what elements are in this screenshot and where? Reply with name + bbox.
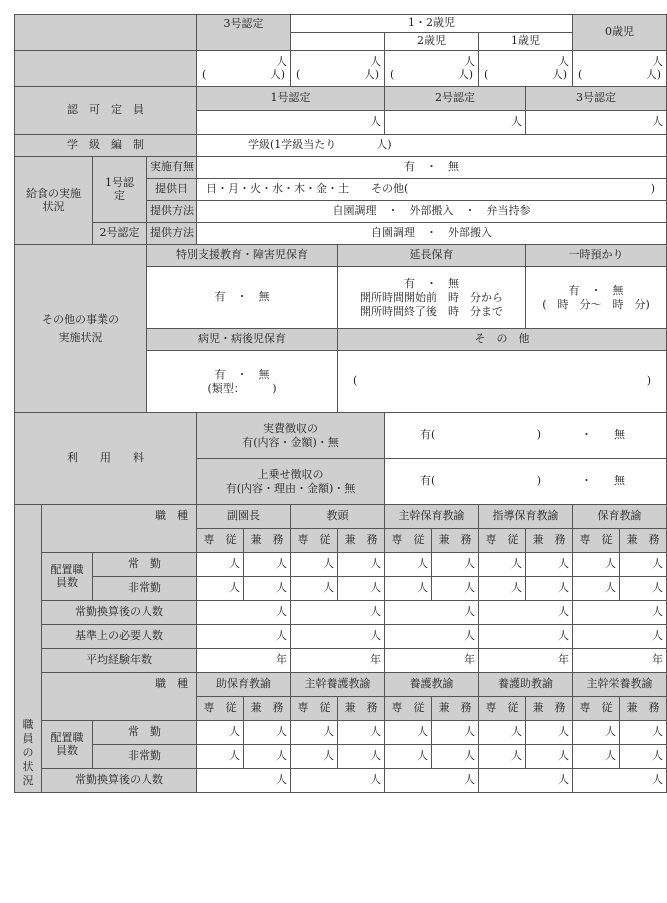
staff-cell[interactable]: 人 — [338, 553, 385, 577]
fte-label-1: 常勤換算後の人数 — [42, 601, 197, 625]
capacity-value-2[interactable]: 人 — [385, 111, 526, 135]
role-guidance-nursery-teacher: 指導保育教諭 — [479, 505, 573, 529]
age-12-spacer — [291, 33, 385, 51]
hdr-sen: 専 従 — [291, 529, 338, 553]
staff-cell[interactable]: 人 — [479, 745, 526, 769]
staff-cell[interactable]: 人 — [291, 769, 385, 793]
age-0-count[interactable]: 人 ( 人) — [573, 51, 667, 87]
staff-cell[interactable]: 人 — [197, 721, 244, 745]
meals-method-value-2[interactable]: 自園調理 ・ 外部搬入 — [197, 223, 667, 245]
staff-cell[interactable]: 人 — [385, 601, 479, 625]
hdr-ken: 兼 務 — [620, 697, 667, 721]
staff-cell[interactable]: 年 — [291, 649, 385, 673]
role-assistant-school-nurse: 養護助教諭 — [479, 673, 573, 697]
staff-cell[interactable]: 人 — [197, 625, 291, 649]
meals-impl-value[interactable]: 有 ・ 無 — [197, 157, 667, 179]
hdr-ken: 兼 務 — [432, 697, 479, 721]
capacity-cat-2: 2号認定 — [385, 87, 526, 111]
facility-form-table — [14, 14, 667, 793]
age-0-header: 0歳児 — [573, 15, 667, 51]
fulltime-label-2: 常 勤 — [93, 721, 197, 745]
fees-label: 利 用 料 — [15, 413, 197, 505]
staff-cell[interactable]: 人 — [479, 601, 573, 625]
class-system-label: 学 級 編 制 — [15, 135, 197, 157]
hdr-ken: 兼 務 — [244, 697, 291, 721]
fee-extra-label: 上乗せ徴収の 有(内容・理由・金額)・無 — [197, 459, 385, 505]
staff-cell[interactable]: 人 — [385, 745, 432, 769]
sick-child-label: 病児・病後児保育 — [147, 329, 338, 351]
age-1-header: 1歳児 — [479, 33, 573, 51]
meals-cat1: 1号認定 — [93, 157, 147, 223]
hdr-ken: 兼 務 — [526, 529, 573, 553]
staff-job-label-1: 職 種 — [42, 505, 197, 553]
hdr-sen: 専 従 — [479, 529, 526, 553]
staff-cell[interactable]: 人 — [338, 745, 385, 769]
age-values-blank — [15, 51, 197, 87]
hdr-ken: 兼 務 — [432, 529, 479, 553]
staff-cell[interactable]: 人 — [197, 601, 291, 625]
staff-cell[interactable]: 人 — [291, 577, 338, 601]
staff-cell[interactable]: 年 — [573, 649, 667, 673]
staff-cell[interactable]: 人 — [479, 625, 573, 649]
capacity-value-1[interactable]: 人 — [197, 111, 385, 135]
staff-cell[interactable]: 人 — [291, 721, 338, 745]
staff-cell[interactable]: 人 — [573, 577, 620, 601]
hdr-ken: 兼 務 — [526, 697, 573, 721]
staff-cell[interactable]: 人 — [244, 577, 291, 601]
avg-experience-label: 平均経験年数 — [42, 649, 197, 673]
staff-cell[interactable]: 人 — [573, 769, 667, 793]
staff-cell[interactable]: 人 — [526, 745, 573, 769]
staff-cell[interactable]: 人 — [526, 721, 573, 745]
meals-impl-label: 実施有無 — [147, 157, 197, 179]
parttime-label-2: 非常勤 — [93, 745, 197, 769]
assign-label-1: 配置職員数 — [42, 553, 93, 601]
staff-cell[interactable]: 人 — [385, 577, 432, 601]
required-label: 基準上の必要人数 — [42, 625, 197, 649]
staff-cell[interactable]: 人 — [338, 721, 385, 745]
temp-care-value[interactable]: 有 ・ 無 ( 時 分～ 時 分) — [526, 267, 667, 329]
staff-cell[interactable]: 人 — [197, 769, 291, 793]
staff-cell[interactable]: 人 — [338, 577, 385, 601]
age-2-count[interactable]: 人 ( 人) — [385, 51, 479, 87]
staff-cell[interactable]: 人 — [573, 721, 620, 745]
meals-method-label: 提供方法 — [147, 201, 197, 223]
age-12-header: 1・2歳児 — [291, 15, 573, 33]
staff-cell[interactable]: 年 — [197, 649, 291, 673]
role-nursery-teacher: 保育教諭 — [573, 505, 667, 529]
hdr-ken: 兼 務 — [338, 529, 385, 553]
staff-cell[interactable]: 人 — [479, 553, 526, 577]
staff-cell[interactable]: 人 — [432, 745, 479, 769]
role-vice-principal: 副園長 — [197, 505, 291, 529]
capacity-cat-3: 3号認定 — [526, 87, 667, 111]
hdr-ken: 兼 務 — [338, 697, 385, 721]
staff-cell[interactable]: 年 — [479, 649, 573, 673]
role-head-teacher: 教頭 — [291, 505, 385, 529]
age-2-header: 2歳児 — [385, 33, 479, 51]
extended-care-value[interactable]: 有 ・ 無 開所時間開始前 時 分から 開所時間終了後 時 分まで — [338, 267, 526, 329]
hdr-ken: 兼 務 — [244, 529, 291, 553]
staff-cell[interactable]: 人 — [291, 625, 385, 649]
age-12-count[interactable]: 人 ( 人) — [291, 51, 385, 87]
parttime-label-1: 非常勤 — [93, 577, 197, 601]
age-1-count[interactable]: 人 ( 人) — [479, 51, 573, 87]
capacity-value-3[interactable]: 人 — [526, 111, 667, 135]
staff-cell[interactable]: 人 — [197, 745, 244, 769]
hdr-sen: 専 従 — [479, 697, 526, 721]
age-g3-count[interactable]: 人 ( 人) — [197, 51, 291, 87]
staff-cell[interactable]: 人 — [197, 553, 244, 577]
staff-cell[interactable]: 人 — [620, 721, 667, 745]
staff-cell[interactable]: 人 — [620, 553, 667, 577]
fulltime-label-1: 常 勤 — [93, 553, 197, 577]
hdr-sen: 専 従 — [291, 697, 338, 721]
class-system-value[interactable]: 学級(1学級当たり 人) — [197, 135, 667, 157]
fee-extra-value[interactable]: 有( ) ・ 無 — [385, 459, 667, 505]
hdr-sen: 専 従 — [573, 529, 620, 553]
fee-actual-label: 実費徴収の 有(内容・金額)・無 — [197, 413, 385, 459]
staff-cell[interactable]: 人 — [479, 769, 573, 793]
age-header-blank — [15, 15, 197, 51]
special-support-value[interactable]: 有 ・ 無 — [147, 267, 338, 329]
hdr-sen: 専 従 — [197, 697, 244, 721]
staff-cell[interactable]: 人 — [479, 721, 526, 745]
role-chief-school-nurse: 主幹養護教諭 — [291, 673, 385, 697]
staff-cell[interactable]: 人 — [244, 745, 291, 769]
age-g3-header: 3号認定 — [197, 15, 291, 51]
extended-care-label: 延長保育 — [338, 245, 526, 267]
fte-label-2: 常勤換算後の人数 — [42, 769, 197, 793]
meals-days-label: 提供日 — [147, 179, 197, 201]
assign-label-2: 配置職員数 — [42, 721, 93, 769]
staff-cell[interactable]: 人 — [620, 577, 667, 601]
staff-cell[interactable]: 人 — [197, 577, 244, 601]
misc-value[interactable]: ( ) — [338, 351, 667, 413]
staff-cell[interactable]: 人 — [526, 553, 573, 577]
staff-cell[interactable]: 人 — [385, 769, 479, 793]
staff-cell[interactable]: 人 — [620, 745, 667, 769]
staff-cell[interactable]: 人 — [291, 745, 338, 769]
staff-cell[interactable]: 人 — [573, 553, 620, 577]
staff-cell[interactable]: 人 — [526, 577, 573, 601]
staff-cell[interactable]: 人 — [291, 553, 338, 577]
fee-actual-value[interactable]: 有( ) ・ 無 — [385, 413, 667, 459]
staff-side-label: 職員の状況 — [15, 505, 42, 793]
staff-cell[interactable]: 人 — [291, 601, 385, 625]
staff-cell[interactable]: 人 — [432, 553, 479, 577]
other-services-label: その他の事業の実施状況 — [15, 245, 147, 413]
meals-method-label-2: 提供方法 — [147, 223, 197, 245]
staff-cell[interactable]: 人 — [573, 601, 667, 625]
staff-job-label-2: 職 種 — [42, 673, 197, 721]
hdr-ken: 兼 務 — [620, 529, 667, 553]
temp-care-label: 一時預かり — [526, 245, 667, 267]
staff-cell[interactable]: 人 — [573, 745, 620, 769]
staff-cell[interactable]: 人 — [385, 721, 432, 745]
sick-child-value[interactable]: 有 ・ 無 (類型： ) — [147, 351, 338, 413]
special-support-label: 特別支援教育・障害児保育 — [147, 245, 338, 267]
staff-cell[interactable]: 人 — [432, 721, 479, 745]
meals-cat2: 2号認定 — [93, 223, 147, 245]
meals-label: 給食の実施状況 — [15, 157, 93, 245]
role-chief-nutrition-teacher: 主幹栄養教諭 — [573, 673, 667, 697]
capacity-cat-1: 1号認定 — [197, 87, 385, 111]
staff-cell[interactable]: 人 — [244, 721, 291, 745]
role-assistant-nursery-teacher: 助保育教諭 — [197, 673, 291, 697]
capacity-label: 認 可 定 員 — [15, 87, 197, 135]
hdr-sen: 専 従 — [197, 529, 244, 553]
meals-days-value[interactable]: 日・月・火・水・木・金・土 その他( ) — [197, 179, 667, 201]
role-chief-nursery-teacher: 主幹保育教諭 — [385, 505, 479, 529]
misc-label: そ の 他 — [338, 329, 667, 351]
staff-cell[interactable]: 人 — [385, 553, 432, 577]
staff-cell[interactable]: 人 — [385, 625, 479, 649]
staff-cell[interactable]: 人 — [432, 577, 479, 601]
staff-cell[interactable]: 人 — [573, 625, 667, 649]
staff-cell[interactable]: 人 — [479, 577, 526, 601]
hdr-sen: 専 従 — [573, 697, 620, 721]
hdr-sen: 専 従 — [385, 529, 432, 553]
meals-method-value-1[interactable]: 自園調理 ・ 外部搬入 ・ 弁当持参 — [197, 201, 667, 223]
hdr-sen: 専 従 — [385, 697, 432, 721]
staff-cell[interactable]: 年 — [385, 649, 479, 673]
role-school-nurse: 養護教諭 — [385, 673, 479, 697]
staff-cell[interactable]: 人 — [244, 553, 291, 577]
